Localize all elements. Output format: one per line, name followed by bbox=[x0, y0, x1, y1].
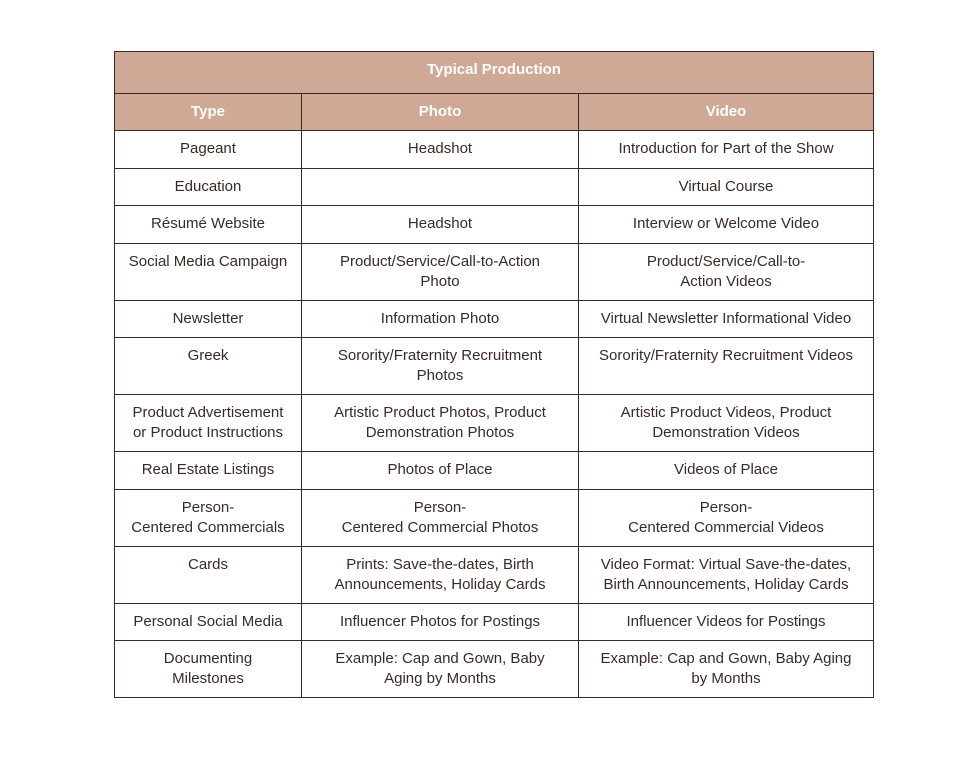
table-title: Typical Production bbox=[115, 52, 874, 94]
cell-photo: Sorority/Fraternity Recruitment Photos bbox=[302, 338, 579, 395]
cell-type: Social Media Campaign bbox=[115, 243, 302, 300]
cell-type: Person- Centered Commercials bbox=[115, 489, 302, 546]
cell-photo: Influencer Photos for Postings bbox=[302, 603, 579, 641]
cell-type: Education bbox=[115, 168, 302, 206]
cell-type: Résumé Website bbox=[115, 206, 302, 244]
table-row bbox=[115, 168, 874, 206]
cell-type: Personal Social Media bbox=[115, 603, 302, 641]
table-row bbox=[115, 395, 874, 452]
cell-video: Person- Centered Commercial Videos bbox=[579, 489, 874, 546]
table-row bbox=[115, 131, 874, 169]
cell-photo: Information Photo bbox=[302, 300, 579, 338]
cell-photo: Prints: Save-the-dates, Birth Announcements, Holiday Cards bbox=[302, 546, 579, 603]
table-row bbox=[115, 300, 874, 338]
table-row bbox=[115, 452, 874, 490]
cell-photo: Artistic Product Photos, Product Demonstration Photos bbox=[302, 395, 579, 452]
cell-photo: Person- Centered Commercial Photos bbox=[302, 489, 579, 546]
cell-photo bbox=[302, 168, 579, 206]
table-row bbox=[115, 641, 874, 698]
cell-video: Example: Cap and Gown, Baby Aging by Months bbox=[579, 641, 874, 698]
cell-photo: Headshot bbox=[302, 206, 579, 244]
table-row bbox=[115, 338, 874, 395]
cell-video: Videos of Place bbox=[579, 452, 874, 490]
cell-video: Virtual Course bbox=[579, 168, 874, 206]
table-title-row bbox=[115, 52, 874, 94]
column-header-photo: Photo bbox=[302, 94, 579, 131]
cell-photo: Product/Service/Call-to-Action Photo bbox=[302, 243, 579, 300]
cell-type: Product Advertisement or Product Instructions bbox=[115, 395, 302, 452]
cell-video: Artistic Product Videos, Product Demonstration Videos bbox=[579, 395, 874, 452]
cell-photo: Photos of Place bbox=[302, 452, 579, 490]
cell-video: Interview or Welcome Video bbox=[579, 206, 874, 244]
table-row bbox=[115, 206, 874, 244]
cell-type: Pageant bbox=[115, 131, 302, 169]
table-body bbox=[115, 131, 874, 698]
cell-video: Virtual Newsletter Informational Video bbox=[579, 300, 874, 338]
cell-video: Influencer Videos for Postings bbox=[579, 603, 874, 641]
table-row bbox=[115, 546, 874, 603]
production-table bbox=[114, 51, 874, 698]
cell-video: Sorority/Fraternity Recruitment Videos bbox=[579, 338, 874, 395]
column-header-type: Type bbox=[115, 94, 302, 131]
cell-type: Documenting Milestones bbox=[115, 641, 302, 698]
table-row bbox=[115, 603, 874, 641]
cell-type: Real Estate Listings bbox=[115, 452, 302, 490]
cell-type: Cards bbox=[115, 546, 302, 603]
cell-photo: Example: Cap and Gown, Baby Aging by Months bbox=[302, 641, 579, 698]
cell-type: Greek bbox=[115, 338, 302, 395]
column-header-video: Video bbox=[579, 94, 874, 131]
table-row bbox=[115, 489, 874, 546]
table-row bbox=[115, 243, 874, 300]
table-header-row bbox=[115, 94, 874, 131]
cell-video: Product/Service/Call-to- Action Videos bbox=[579, 243, 874, 300]
cell-type: Newsletter bbox=[115, 300, 302, 338]
cell-video: Introduction for Part of the Show bbox=[579, 131, 874, 169]
cell-video: Video Format: Virtual Save-the-dates, Birth Announcements, Holiday Cards bbox=[579, 546, 874, 603]
cell-photo: Headshot bbox=[302, 131, 579, 169]
